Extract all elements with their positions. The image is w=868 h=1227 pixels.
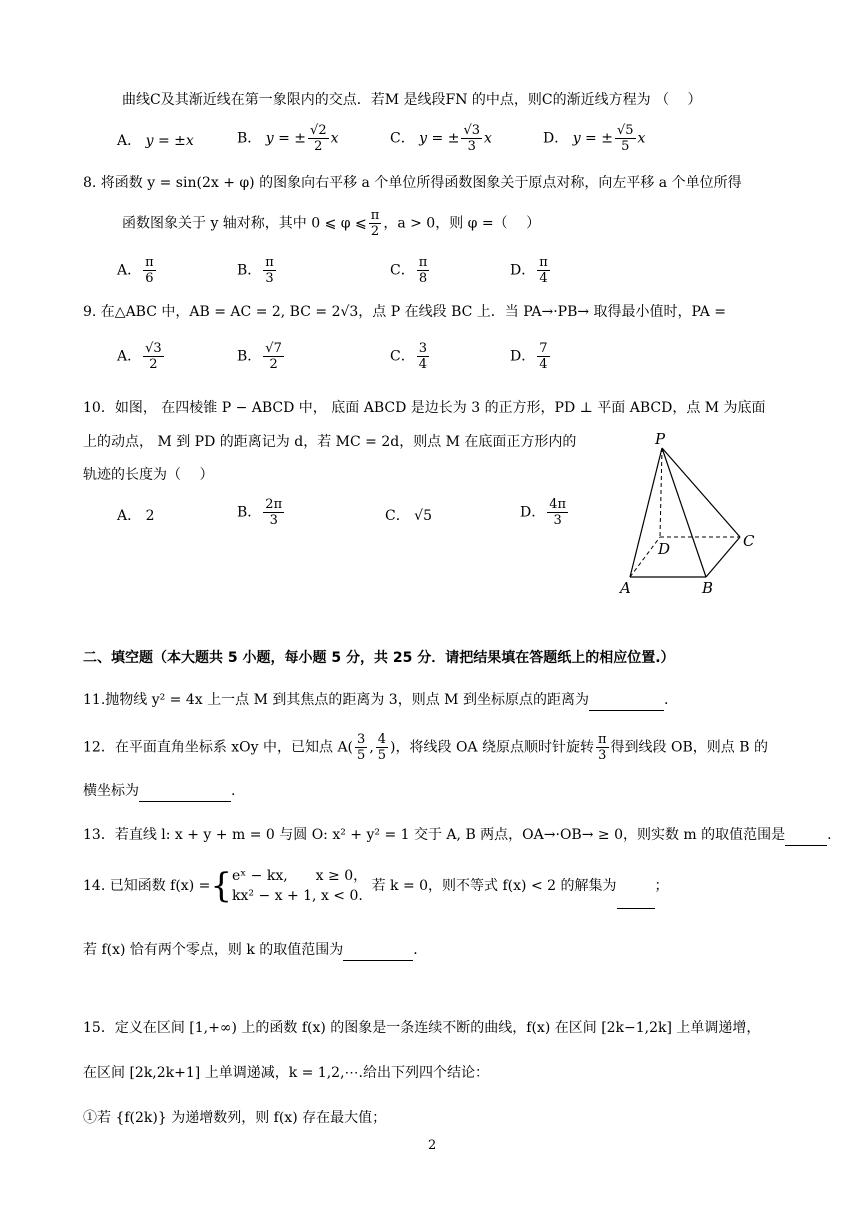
q13: 13．若直线 l: x + y + m = 0 与圆 O: x² + y² = 1 交于 A, B 两点，OA→·OB→ ≥ 0，则实数 m 的取值范围是 . — [83, 825, 832, 846]
label-B: B — [702, 579, 714, 597]
q13-answer-blank[interactable] — [785, 825, 827, 846]
q14-line1: 14. 已知函数 f(x) ={ eˣ − kx, x ≥ 0， kx² − x + 1, x < 0. 若 k = 0，则不等式 f(x) < 2 的解集为 ； — [83, 864, 669, 909]
edge-PD — [660, 448, 662, 537]
q8-option-d: D． $\frac{\pi}{4}$ — [510, 255, 548, 286]
edge-PC — [662, 448, 740, 537]
pyramid-figure — [610, 430, 770, 602]
q12-answer-blank[interactable] — [139, 781, 231, 802]
q10-option-a: A． 2 — [117, 508, 155, 524]
label-A: A — [620, 579, 631, 597]
q8-line1: 8. 将函数 y = sin(2x + φ) 的图象向右平移 a 个单位所得函数图象关于原点对称，向左平移 a 个单位所得 — [83, 175, 742, 191]
q10-line1: 10．如图， 在四棱锥 P − ABCD 中， 底面 ABCD 是边长为 3 的正方形，PD ⊥ 平面 ABCD，点 M 为底面 — [83, 400, 766, 416]
q10-option-d: D． $\frac{4\pi}{3}$ — [520, 497, 567, 528]
q7-option-d: D． y = ± $\frac{√5}{5}$ x — [543, 123, 646, 154]
q12-line2: 横坐标为 . — [83, 781, 235, 802]
label-C: C — [743, 532, 755, 550]
q15-line2: 在区间 [2k,2k+1] 上单调递减，k = 1,2,⋯.给出下列四个结论： — [83, 1065, 489, 1081]
q8-option-c: C． $\frac{\pi}{8}$ — [390, 255, 428, 286]
q14-line2: 若 f(x) 恰有两个零点，则 k 的取值范围为 . — [83, 940, 418, 961]
q11: 11.抛物线 y² = 4x 上一点 M 到其焦点的距离为 3，则点 M 到坐标原点的距离为 . — [83, 690, 668, 711]
q8-line2: 函数图象关于 y 轴对称，其中 0 ⩽ φ ⩽ $\frac{\pi}{2}$ ，a > 0，则 φ =（ ） — [122, 208, 541, 239]
q9-option-c: C． $\frac{3}{4}$ — [390, 341, 427, 372]
label-P: P — [655, 430, 666, 448]
q10-option-c: C． √5 — [385, 508, 432, 524]
q14-answer-blank-2[interactable] — [343, 940, 413, 961]
q7-option-c: C． y = ± $\frac{√3}{3}$ x — [390, 123, 492, 154]
q10-line3: 轨迹的长度为（ ） — [83, 467, 214, 483]
q10-option-b: B． $\frac{2\pi}{3}$ — [237, 497, 283, 528]
q9-line1: 9. 在△ABC 中，AB = AC = 2, BC = 2√3，点 P 在线段 BC 上．当 PA→·PB→ 取得最小值时，PA = — [83, 304, 726, 320]
q14-answer-blank-1[interactable] — [617, 864, 655, 909]
label-D: D — [658, 540, 671, 558]
q12-line1: 12．在平面直角坐标系 xOy 中，已知点 A( $\frac{3}{5}$ , $\frac{4}{5}$ )，将线段 OA 绕原点顺时针旋转 $\frac{\pi}{3}$ 得到线段 OB，则点 B 的 — [83, 732, 768, 763]
q7-continuation: 曲线C及其渐近线在第一象限内的交点．若M 是线段FN 的中点，则C的渐近线方程为 （ ） — [122, 92, 702, 108]
page-number: 2 — [428, 1138, 437, 1153]
q8-option-b: B． $\frac{\pi}{3}$ — [237, 255, 274, 286]
q8-option-a: A． $\frac{\pi}{6}$ — [117, 255, 154, 286]
q7-option-a: A． y = ±x — [117, 133, 194, 149]
section-2-title: 二、填空题（本大题共 5 小题，每小题 5 分，共 25 分．请把结果填在答题纸上的相应位置.） — [83, 650, 675, 666]
q9-option-a: A． $\frac{√3}{2}$ — [117, 341, 162, 372]
q15-item1: ①若 {f(2k)} 为递增数列，则 f(x) 存在最大值； — [83, 1110, 387, 1126]
q15-line1: 15．定义在区间 [1,+∞) 上的函数 f(x) 的图象是一条连续不断的曲线，f(x) 在区间 [2k−1,2k] 上单调递增， — [83, 1020, 761, 1036]
edge-BC — [706, 537, 740, 577]
q10-line2: 上的动点， M 到 PD 的距离记为 d，若 MC = 2d，则点 M 在底面正方形内的 — [83, 434, 577, 450]
q9-option-d: D． $\frac{7}{4}$ — [510, 341, 548, 372]
q7-option-b: B． y = ± $\frac{√2}{2}$ x — [237, 123, 339, 154]
q9-option-b: B． $\frac{√7}{2}$ — [237, 341, 282, 372]
q14-brace: { — [210, 866, 232, 906]
q11-answer-blank[interactable] — [589, 690, 664, 711]
